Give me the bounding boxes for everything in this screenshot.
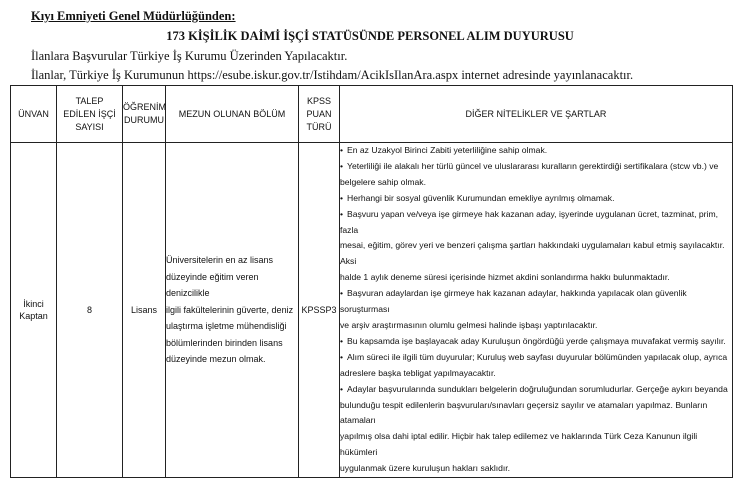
bullet-icon: • xyxy=(340,383,344,394)
column-header-bolum: MEZUN OLUNAN BÖLÜM xyxy=(166,86,299,143)
requirement-line xyxy=(340,207,732,239)
announcement-title: 173 KİŞİLİK DAİMİ İŞÇİ STATÜSÜNDE PERSONEL ALIM DUYURUSU xyxy=(166,29,574,43)
unvan-line: İkinci xyxy=(23,299,44,310)
personnel-table xyxy=(10,85,733,478)
header-line: PUAN xyxy=(306,108,332,119)
requirement-text: Adaylar başvurularında sundukları belgelerin doğruluğundan sorumludurlar. Gerçeğe aykırı beyanda xyxy=(347,383,728,394)
cell-bolum xyxy=(166,143,299,478)
bolum-line: düzeyinde mezun olmak. xyxy=(166,354,266,365)
header-line: KPSS xyxy=(306,95,331,106)
requirement-text: En az Uzakyol Birinci Zabiti yeterliliğine sahip olmak. xyxy=(347,145,548,155)
requirement-text: Başvuru yapan ve/veya işe girmeye hak kazanan aday, işyerinde uygulanan ücret, tazminat, prim, fazla xyxy=(340,208,718,235)
requirement-text: yapılmış olsa dahi iptal edilir. Hiçbir hak talep edilemez ve haklarında Türk Ceza Kanunun ilgili hükümleri xyxy=(340,431,698,458)
bullet-icon: • xyxy=(340,335,344,346)
bullet-icon: • xyxy=(340,351,344,362)
requirement-text: uygulanmak üzere kuruluşun hakları saklıdır. xyxy=(340,463,511,474)
requirement-line xyxy=(340,159,732,175)
column-header-ogrenim xyxy=(123,86,166,143)
requirement-text: Herhangi bir sosyal güvenlik Kurumundan emekliye ayrılmış olmamak. xyxy=(347,192,615,203)
cell-kpss: KPSSP3 xyxy=(299,143,340,478)
requirement-text: adreslere başka tebligat yapılmayacaktır. xyxy=(340,367,496,378)
cell-talep: 8 xyxy=(57,143,123,478)
requirement-line xyxy=(340,429,732,461)
bullet-icon: • xyxy=(340,192,344,203)
requirement-line xyxy=(340,191,732,207)
bolum-line: düzeyinde eğitim veren denizcilikle xyxy=(166,271,259,299)
requirement-line xyxy=(340,382,732,398)
requirement-line xyxy=(340,461,732,477)
bolum-line: Üniversitelerin en az lisans xyxy=(166,255,274,266)
requirement-text: mesai, eğitim, görev yeri ve benzeri çalışma şartları hakkındaki uygulamaları kabul etmiş sayılacaktır. Aksi xyxy=(340,240,725,267)
requirement-line xyxy=(340,175,732,191)
header-line: TALEP xyxy=(75,95,104,106)
requirement-text: halde 1 aylık deneme süresi içerisinde hizmet akdini sonlandırma hakkı bulunmaktadır. xyxy=(340,272,670,283)
requirement-line xyxy=(340,318,732,334)
requirement-text: ve arşiv araştırmasının olumlu gelmesi halinde işbaşı yaptırılacaktır. xyxy=(340,319,598,330)
header-line: TÜRÜ xyxy=(306,121,332,132)
requirement-line xyxy=(340,350,732,366)
publication-note: İlanlar, Türkiye İş Kurumunun https://esube.iskur.gov.tr/Istihdam/AcikIsIlanAra.aspx internet adresinde yayınlanacaktır. xyxy=(31,68,634,82)
requirement-text: Bu kapsamda işe başlayacak aday Kuruluşun öngördüğü yerde çalışmaya muvafakat vermiş sayılır. xyxy=(347,335,726,346)
requirement-text: belgelere sahip olmak. xyxy=(340,176,426,187)
bullet-icon: • xyxy=(340,288,344,299)
header-line: ÖĞRENİM xyxy=(123,102,167,112)
requirement-line xyxy=(340,366,732,382)
unvan-line: Kaptan xyxy=(19,311,48,322)
requirement-line xyxy=(340,143,732,159)
requirement-line xyxy=(340,334,732,350)
column-header-kpss xyxy=(299,86,340,143)
requirement-line xyxy=(340,286,732,318)
cell-ogrenim: Lisans xyxy=(123,143,166,478)
cell-unvan xyxy=(11,143,57,478)
column-header-talep xyxy=(57,86,123,143)
bolum-line: ulaştırma işletme mühendisliği xyxy=(166,321,287,332)
bolum-line: bölümlerinden birinden lisans xyxy=(166,337,283,348)
requirement-line xyxy=(340,398,732,430)
column-header-unvan: ÜNVAN xyxy=(11,86,57,143)
bullet-icon: • xyxy=(340,145,344,155)
header-line: EDİLEN İŞÇİ xyxy=(63,108,116,119)
requirement-text: Yeterliliği ile alakalı her türlü güncel ve uluslararası kuralların gerektirdiği sertifikalara (stcw vb.) ve xyxy=(347,160,719,171)
table-row xyxy=(11,143,733,478)
bullet-icon: • xyxy=(340,160,344,171)
table-header-row xyxy=(11,86,733,143)
bolum-line: ilgili fakültelerinin güverte, deniz xyxy=(166,304,294,315)
requirement-text: Alım süreci ile ilgili tüm duyurular; Kuruluş web sayfası duyurular bölümünden yapılacak olup, ayrıca xyxy=(347,351,728,362)
requirement-text: bulunduğu tespit edilenlerin başvuruları/sınavları geçersiz sayılır ve atamaları yapılmaz. Bunların atamaları xyxy=(340,399,708,426)
column-header-diger: DİĞER NİTELİKLER VE ŞARTLAR xyxy=(340,86,733,143)
requirement-line xyxy=(340,270,732,286)
organization-heading: Kıyı Emniyeti Genel Müdürlüğünden: xyxy=(31,9,236,23)
application-note: İlanlara Başvurular Türkiye İş Kurumu Üzerinden Yapılacaktır. xyxy=(31,49,348,63)
header-line: DURUMU xyxy=(124,115,164,125)
requirement-line xyxy=(340,238,732,270)
requirement-text: Başvuran adaylardan işe girmeye hak kazanan adaylar, hakkında yapılacak olan güvenlik soruşturması xyxy=(340,288,687,315)
header-line: SAYISI xyxy=(75,121,104,132)
bullet-icon: • xyxy=(340,208,344,219)
cell-requirements xyxy=(340,143,733,478)
